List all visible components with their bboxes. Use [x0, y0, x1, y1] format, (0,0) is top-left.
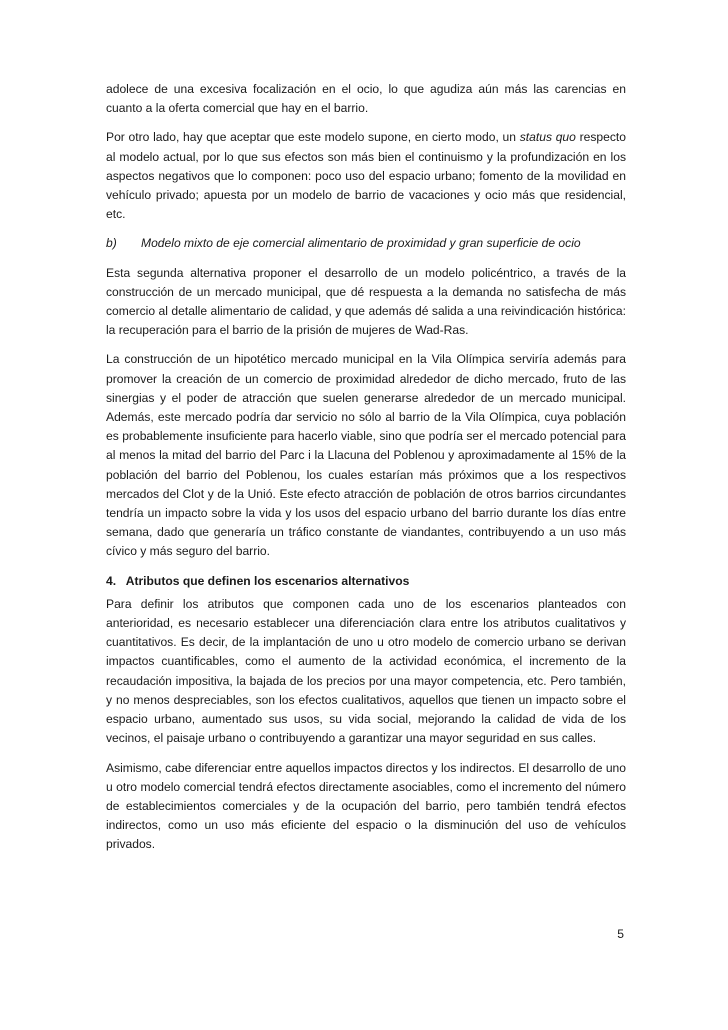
section-heading-atributos: 4. Atributos que definen los escenarios alternativos [106, 573, 410, 588]
paragraph-segunda-alternativa: Esta segunda alternativa proponer el desarrollo de un modelo policéntrico, a través de la construcción de un mercado municipal, que dé respuesta a la demanda no satisfecha de más comercio al detalle alimentario de calidad, y que además dé salida a una reivindicación histórica: la recuperación para el barrio de la prisión de mujeres de Wad-Ras. [106, 265, 626, 338]
status-quo-italic-term: status quo [519, 130, 576, 145]
subheading-text: Modelo mixto de eje comercial alimentario de proximidad y gran superficie de ocio [141, 236, 581, 251]
paragraph-status-quo [106, 128, 626, 224]
page-number: 5 [617, 927, 624, 941]
paragraph-mercado-municipal: La construcción de un hipotético mercado municipal en la Vila Olímpica serviría además para promover la creación de un comercio de proximidad alrededor de dicho mercado, fruto de las sinergias y el poder de atracción que suelen generarse alrededor de un mercado municipal. Además, este mercado podría dar servicio no sólo al barrio de la Vila Olímpica, cuya población es probablemente insuficiente para hacerlo viable, sino que podría ser el mercado potencial para al menos la mitad del barrio del Parc i la Llacuna del Poblenou y aproximadamente al 15% de la población del barrio del Poblenou, los cuales estarían más próximos que a los respectivos mercados del Clot y de la Unió. Este efecto atracción de población de otros barrios circundantes tendría un impacto sobre la vida y los usos del espacio urbano del barrio durante los días entre semana, dado que generaría un tráfico constante de viandantes, contribuyendo a un uso más cívico y más seguro del barrio. [106, 352, 626, 559]
paragraph-focalizacion-ocio: adolece de una excesiva focalización en el ocio, lo que agudiza aún más las carencias en cuanto a la oferta comercial que hay en el barrio. [106, 82, 626, 116]
document-page [106, 80, 626, 865]
subheading-modelo-mixto [106, 234, 626, 253]
paragraph-impactos-directos: Asimismo, cabe diferenciar entre aquellos impactos directos y los indirectos. El desarrollo de uno u otro modelo comercial tendrá efectos directamente asociables, como el incremento del número de establecimientos comerciales y de la ocupación del barrio, pero también tendrá efectos indirectos, como un uso más eficiente del espacio o la disminución del uso de vehículos privados. [106, 760, 626, 852]
paragraph-definir-atributos: Para definir los atributos que componen cada uno de los escenarios planteados con anterioridad, es necesario establecer una diferenciación clara entre los atributos cualitativos y cuantitativos. Es decir, de la implantación de uno u otro modelo de comercio urbano se derivan impactos cuantificables, como el aumento de la actividad económica, el incremento de la recaudación impositiva, la bajada de los precios por una mayor competencia, etc. Pero también, y no menos despreciables, son los efectos cualitativos, aquellos que tienen un impacto sobre el espacio urbano, aumentado sus usos, su vida social, mejorando la calidad de vida de los vecinos, el paisaje urbano o contribuyendo a garantizar una mayor seguridad en sus calles. [106, 596, 626, 746]
paragraph-status-quo-text-after: respecto al modelo actual, por lo que sus efectos son más bien el continuismo y la profundización en los aspectos negativos que lo componen: poco uso del espacio urbano; fomento de la movilidad en vehículo privado; apuesta por un modelo de barrio de vacaciones y ocio más que residencial, etc. [106, 130, 626, 222]
subheading-letter: b) [106, 236, 117, 251]
paragraph-status-quo-text-before: Por otro lado, hay que aceptar que este modelo supone, en cierto modo, un [106, 130, 520, 145]
